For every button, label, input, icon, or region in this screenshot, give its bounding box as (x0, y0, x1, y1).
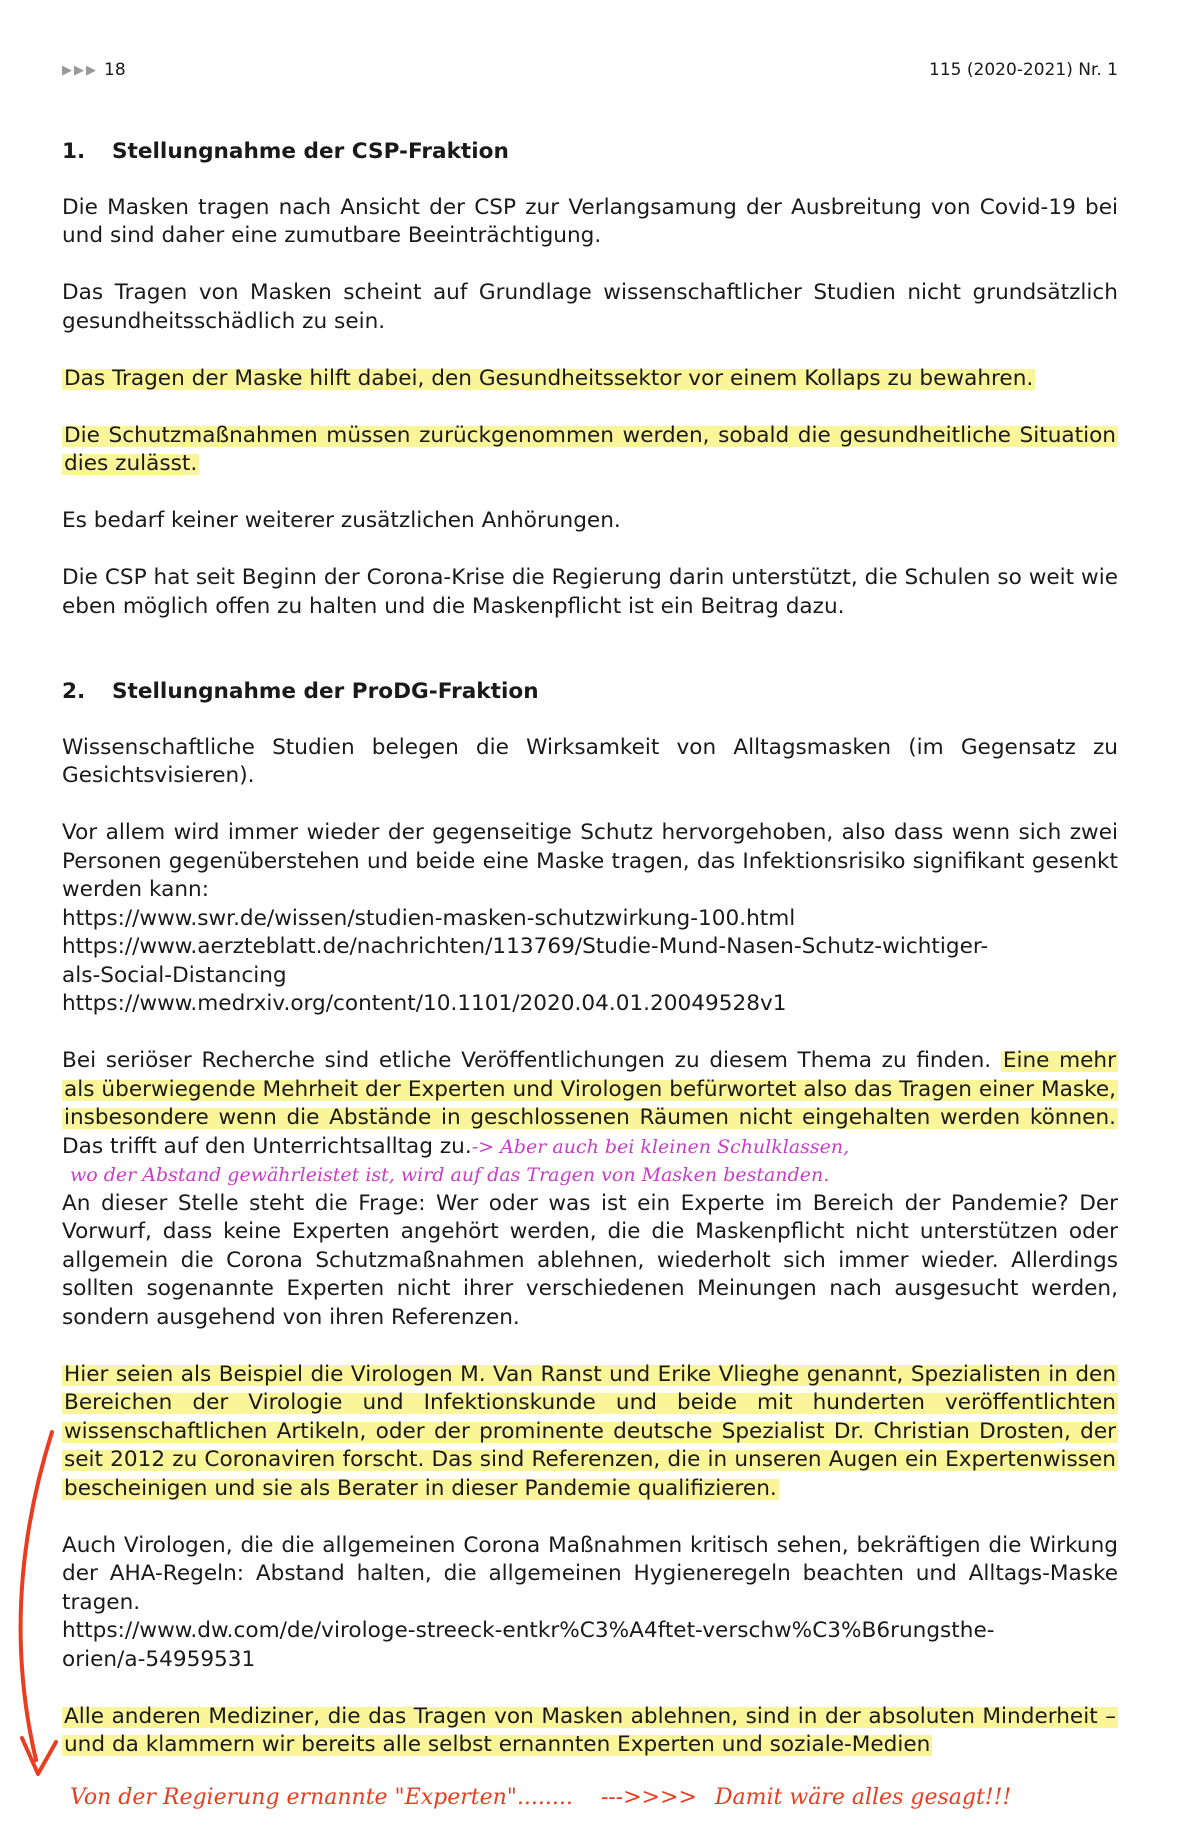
footer-note-right: Damit wäre alles gesagt!!! (714, 1785, 1012, 1810)
section-heading-prodg (62, 678, 1118, 707)
paragraph: Die Masken tragen nach Ansicht der CSP zur Verlangsamung der Ausbreitung von Covid-19 bei und sind daher eine zumutbare Beeinträchtigung. (62, 194, 1118, 248)
section-number: 2. (62, 679, 86, 704)
highlighted-text: Alle anderen Mediziner, die das Tragen von Masken ablehnen, sind in der absoluten Minderheit – und da klammern wir bereits alle selbst ernannten Experten und soziale-Medien (64, 1703, 1116, 1757)
paragraph: Wissenschaftliche Studien belegen die Wirksamkeit von Alltagsmasken (im Gegensatz zu Gesichtsvisieren). (62, 734, 1118, 788)
handwritten-note-continued: wo der Abstand gewährleistet ist, wird auf das Tragen von Masken bestanden. (70, 1164, 830, 1186)
triangle-arrows-icon: ▶▶▶ (62, 62, 98, 78)
paragraph-text: Das trifft auf den Unterrichtsalltag zu. (62, 1133, 472, 1159)
paragraph: Das Tragen von Masken scheint auf Grundlage wissenschaftlicher Studien nicht grundsätzlich gesundheitsschädlich zu sein. (62, 280, 1118, 334)
handwritten-footer-note (70, 1785, 1011, 1810)
footer-note-arrow: --->>>> (600, 1785, 697, 1810)
highlighted-text: Die Schutzmaßnahmen müssen zurückgenommen werden, sobald die gesundheitliche Situation dies zulässt. (64, 422, 1116, 476)
paragraph-highlighted (62, 365, 1118, 394)
reference-url: https://www.aerzteblatt.de/nachrichten/113769/Studie-Mund-Nasen-Schutz-wichtiger- (62, 934, 989, 959)
paragraph: Die CSP hat seit Beginn der Corona-Krise die Regierung darin unterstützt, die Schulen so weit wie eben möglich offen zu halten und die Maskenpflicht ist ein Beitrag dazu. (62, 565, 1118, 619)
page-number: 18 (104, 60, 126, 80)
document-body (62, 138, 1118, 1760)
highlighted-text: Hier seien als Beispiel die Virologen M. Van Ranst und Erike Vlieghe genannt, Spezialisten in den Bereichen der Virologie und Infektionskunde und beide mit hunderten veröffentlichten wissenschaftlichen Artikeln, oder der prominente deutsche Spezialist Dr. Christian Drosten, der seit 2012 zu Coronaviren forscht. Das sind Referenzen, die in unseren Augen ein Expertenwissen bescheinigen und sie als Berater in dieser Pandemie qualifizieren. (64, 1361, 1116, 1501)
paragraph-highlighted (62, 1361, 1118, 1504)
paragraph-highlighted (62, 1703, 1118, 1760)
red-arrow-stroke (21, 1432, 52, 1760)
paragraph-with-highlight (62, 1047, 1118, 1161)
paragraph: Es bedarf keiner weiterer zusätzlichen Anhörungen. (62, 508, 621, 533)
paragraph: Auch Virologen, die die allgemeinen Corona Maßnahmen kritisch sehen, bekräftigen die Wirkung der AHA-Regeln: Abstand halten, die allgemeinen Hygieneregeln beachten und Alltags-Maske tragen. (62, 1532, 1118, 1615)
paragraph: An dieser Stelle steht die Frage: Wer oder was ist ein Experte im Bereich der Pandemie? Der Vorwurf, dass keine Experten angehört werden, die die Maskenpflicht nicht unterstützen oder allgemein die Corona Schutzmaßnahmen ablehnen, wiederholt sich immer wieder. Allerdings sollten sogenannte Experten nicht ihrer verschiedenen Meinungen nach ausgesucht werden, sondern ausgehend von ihren Referenzen. (62, 1190, 1118, 1330)
page-header (62, 60, 1118, 80)
section-heading-csp (62, 138, 1118, 167)
paragraph: Vor allem wird immer wieder der gegenseitige Schutz hervorgehoben, also dass wenn sich zwei Personen gegenüberstehen und beide eine Maske tragen, das Infektionsrisiko signifikant gesenkt werden kann: (62, 820, 1118, 902)
section-title: Stellungnahme der ProDG-Fraktion (112, 679, 539, 704)
highlighted-text: Eine mehr als überwiegende Mehrheit der Experten und Virologen befürwortet also das Tragen einer Maske, insbesondere wenn die Abstände in geschlossenen Räumen nicht eingehalten werden können. (64, 1048, 1116, 1130)
reference-url: https://www.swr.de/wissen/studien-masken-schutzwirkung-100.html (62, 905, 796, 931)
highlighted-text: Das Tragen der Maske hilft dabei, den Gesundheitssektor vor einem Kollaps zu bewahren. (64, 365, 1034, 391)
handwritten-note: -> Aber auch bei kleinen Schulklassen, (471, 1135, 850, 1158)
section-title: Stellungnahme der CSP-Fraktion (112, 139, 509, 164)
reference-url-continued: als-Social-Distancing (62, 962, 287, 988)
page-number-group (62, 60, 126, 80)
section-number: 1. (62, 139, 86, 164)
footer-note-left: Von der Regierung ernannte "Experten"........ (70, 1785, 573, 1810)
paragraph-text: Bei seriöser Recherche sind etliche Veröffentlichungen zu diesem Thema zu finden. (62, 1048, 1001, 1073)
reference-url-continued: orien/a-54959531 (62, 1646, 256, 1672)
reference-url: https://www.dw.com/de/virologe-streeck-entkr%C3%A4ftet-verschw%C3%B6rungsthe- (62, 1618, 995, 1643)
paragraph-highlighted (62, 422, 1118, 479)
reference-url: https://www.medrxiv.org/content/10.1101/2020.04.01.20049528v1 (62, 991, 787, 1016)
red-arrow-head-icon (22, 1738, 56, 1774)
issue-reference: 115 (2020-2021) Nr. 1 (929, 60, 1118, 80)
